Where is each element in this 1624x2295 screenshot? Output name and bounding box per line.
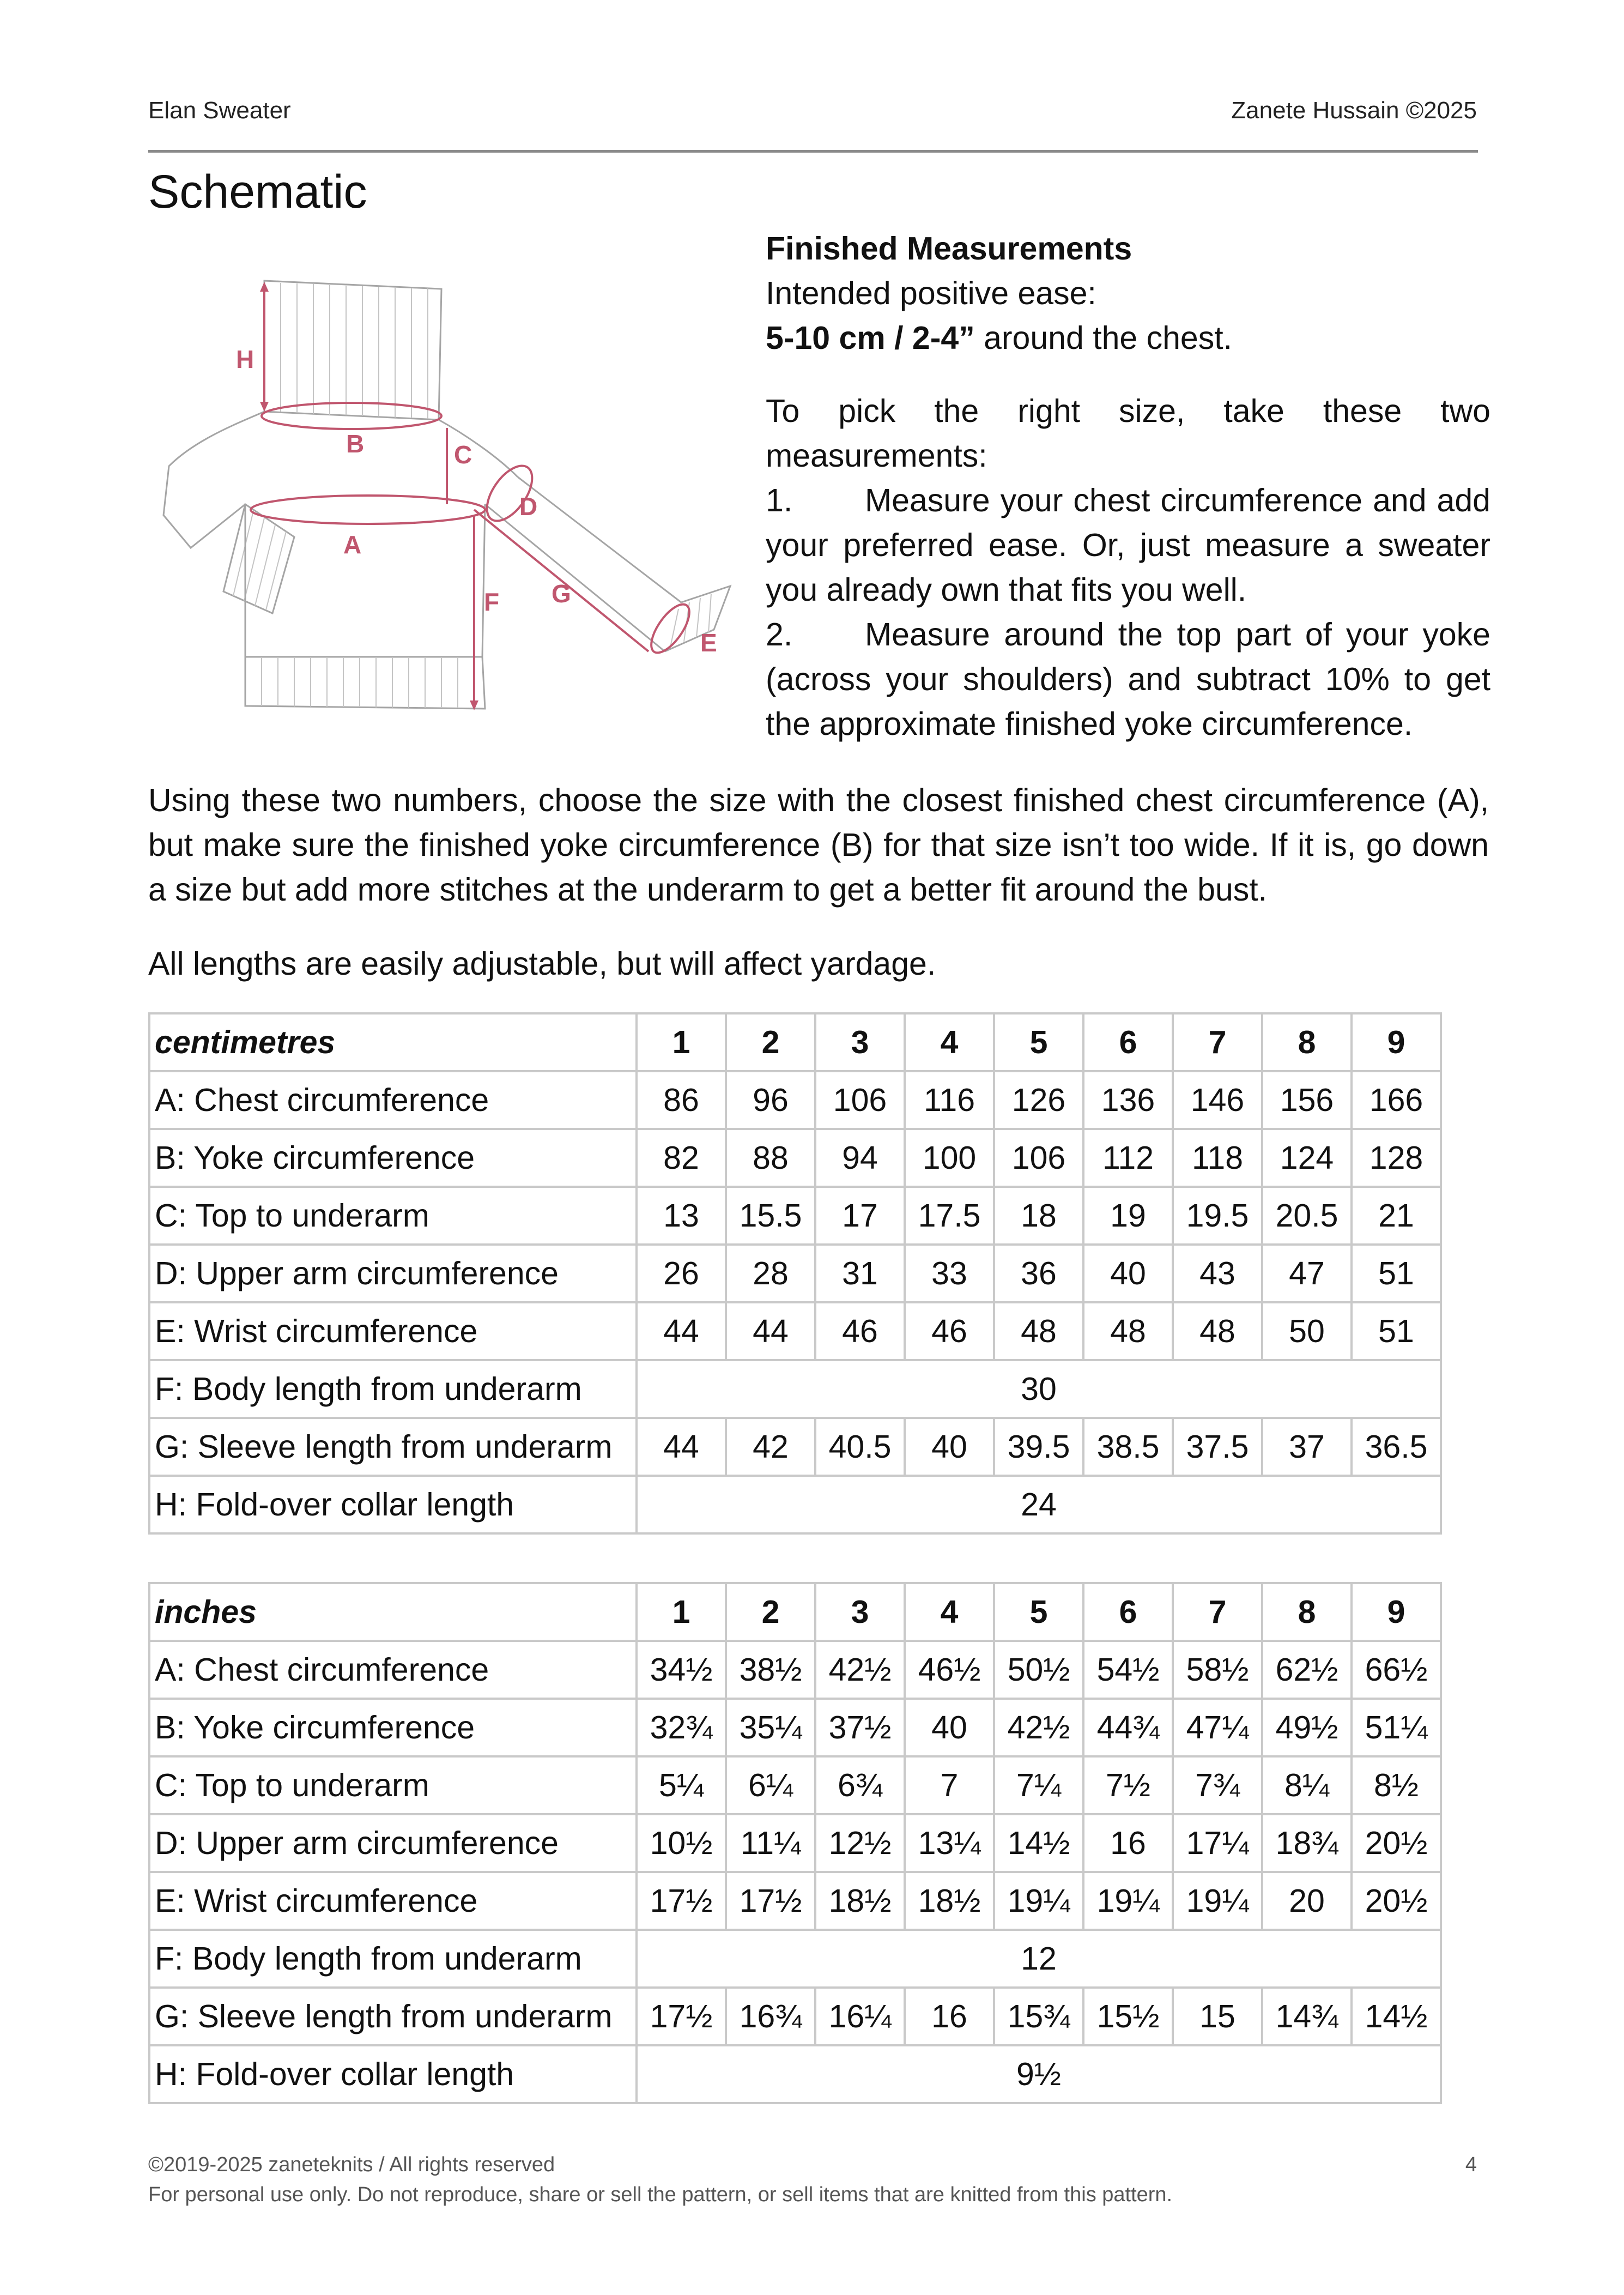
value-cell: 43: [1173, 1245, 1262, 1302]
value-cell: 44: [726, 1302, 815, 1360]
value-cell: 47: [1262, 1245, 1352, 1302]
row-label-cell: A: Chest circumference: [149, 1071, 637, 1129]
value-cell: 18½: [905, 1872, 994, 1930]
value-cell: 106: [994, 1129, 1083, 1187]
value-cell: 16¾: [726, 1988, 815, 2045]
size-header-cell: 2: [726, 1013, 815, 1071]
table-row: [149, 1302, 1441, 1360]
value-cell: 26: [637, 1245, 726, 1302]
table-row: [149, 1699, 1441, 1756]
value-cell: 42½: [815, 1641, 905, 1699]
value-cell: 35¼: [726, 1699, 815, 1756]
size-header-cell: 6: [1083, 1013, 1173, 1071]
schematic-label-b: B: [346, 430, 365, 458]
value-cell: 38.5: [1083, 1418, 1173, 1476]
size-header-cell: 5: [994, 1583, 1083, 1641]
ease-line: Intended positive ease:: [766, 275, 1096, 311]
value-cell: 82: [637, 1129, 726, 1187]
value-cell: 28: [726, 1245, 815, 1302]
value-cell: 124: [1262, 1129, 1352, 1187]
step-2-number: 2.: [766, 617, 793, 653]
value-cell: 19: [1083, 1187, 1173, 1245]
measure-ellipse-a: [251, 496, 485, 524]
value-cell: 48: [1173, 1302, 1262, 1360]
measure-step-2: [766, 612, 1490, 746]
table-row: [149, 1129, 1441, 1187]
size-header-cell: 3: [815, 1583, 905, 1641]
value-cell: 15.5: [726, 1187, 815, 1245]
value-cell: 18½: [815, 1872, 905, 1930]
value-cell: 46: [905, 1302, 994, 1360]
row-label-cell: F: Body length from underarm: [149, 1930, 637, 1988]
value-cell: 58½: [1173, 1641, 1262, 1699]
value-cell: 5¼: [637, 1756, 726, 1814]
right-shoulder-outline: [439, 420, 518, 477]
schematic-label-a: A: [343, 530, 362, 559]
table-row: [149, 1360, 1441, 1418]
step-1-text: Measure your chest circumference and add your preferred ease. Or, just measure a sweater you already own that fits you well.: [766, 482, 1490, 608]
value-cell: 46: [815, 1302, 905, 1360]
value-cell: 21: [1352, 1187, 1441, 1245]
size-header-cell: 1: [637, 1583, 726, 1641]
size-header-cell: 8: [1262, 1583, 1352, 1641]
value-cell: 8½: [1352, 1756, 1441, 1814]
schematic-label-d: D: [519, 492, 538, 521]
value-cell: 50: [1262, 1302, 1352, 1360]
row-label-cell: D: Upper arm circumference: [149, 1814, 637, 1872]
row-label-cell: E: Wrist circumference: [149, 1302, 637, 1360]
table-row: [149, 1814, 1441, 1872]
value-cell: 33: [905, 1245, 994, 1302]
value-cell: 51: [1352, 1302, 1441, 1360]
schematic-label-g: G: [552, 579, 571, 608]
size-header-cell: 9: [1352, 1013, 1441, 1071]
value-cell: 48: [994, 1302, 1083, 1360]
value-cell: 18: [994, 1187, 1083, 1245]
value-cell: 47¼: [1173, 1699, 1262, 1756]
value-cell: 40: [1083, 1245, 1173, 1302]
value-cell: 16: [905, 1988, 994, 2045]
size-header-cell: 6: [1083, 1583, 1173, 1641]
value-cell: 19¼: [1173, 1872, 1262, 1930]
size-header-cell: 7: [1173, 1013, 1262, 1071]
value-cell: 106: [815, 1071, 905, 1129]
value-cell: 16: [1083, 1814, 1173, 1872]
value-cell: 54½: [1083, 1641, 1173, 1699]
measurement-lines: [251, 282, 696, 710]
merged-value-cell: 30: [637, 1360, 1441, 1418]
value-cell: 37.5: [1173, 1418, 1262, 1476]
value-cell: 128: [1352, 1129, 1441, 1187]
value-cell: 16¼: [815, 1988, 905, 2045]
value-cell: 6¼: [726, 1756, 815, 1814]
collar-outline: [264, 281, 441, 420]
value-cell: 166: [1352, 1071, 1441, 1129]
measurements-table-inches: [148, 1582, 1442, 2104]
value-cell: 86: [637, 1071, 726, 1129]
value-cell: 17½: [726, 1872, 815, 1930]
merged-value-cell: 12: [637, 1930, 1441, 1988]
value-cell: 17¼: [1173, 1814, 1262, 1872]
row-label-cell: C: Top to underarm: [149, 1187, 637, 1245]
value-cell: 11¼: [726, 1814, 815, 1872]
value-cell: 156: [1262, 1071, 1352, 1129]
row-label-cell: F: Body length from underarm: [149, 1360, 637, 1418]
row-label-cell: B: Yoke circumference: [149, 1129, 637, 1187]
value-cell: 40: [905, 1418, 994, 1476]
collar-ribbing: [281, 283, 428, 419]
sweater-schematic: [158, 275, 736, 728]
value-cell: 37½: [815, 1699, 905, 1756]
table-row: [149, 1418, 1441, 1476]
table-row: [149, 1641, 1441, 1699]
value-cell: 7¾: [1173, 1756, 1262, 1814]
value-cell: 100: [905, 1129, 994, 1187]
value-cell: 126: [994, 1071, 1083, 1129]
value-cell: 10½: [637, 1814, 726, 1872]
row-label-cell: H: Fold-over collar length: [149, 2045, 637, 2103]
row-label-cell: D: Upper arm circumference: [149, 1245, 637, 1302]
value-cell: 12½: [815, 1814, 905, 1872]
value-cell: 136: [1083, 1071, 1173, 1129]
value-cell: 17.5: [905, 1187, 994, 1245]
value-cell: 94: [815, 1129, 905, 1187]
value-cell: 146: [1173, 1071, 1262, 1129]
unit-header-cell: centimetres: [149, 1013, 637, 1071]
measure-intro: To pick the right size, take these two measurements:: [766, 393, 1490, 474]
step-1-number: 1.: [766, 482, 793, 518]
value-cell: 14¾: [1262, 1988, 1352, 2045]
row-label-cell: E: Wrist circumference: [149, 1872, 637, 1930]
merged-value-cell: 9½: [637, 2045, 1441, 2103]
value-cell: 6¾: [815, 1756, 905, 1814]
value-cell: 14½: [1352, 1988, 1441, 2045]
size-header-cell: 9: [1352, 1583, 1441, 1641]
value-cell: 46½: [905, 1641, 994, 1699]
header-divider: [148, 150, 1478, 153]
size-header-cell: 2: [726, 1583, 815, 1641]
ease-value: 5-10 cm / 2-4”: [766, 320, 975, 356]
ease-suffix: around the chest.: [974, 320, 1233, 356]
page-title: Schematic: [148, 166, 367, 218]
lengths-note: All lengths are easily adjustable, but will affect yardage.: [148, 946, 936, 982]
size-header-cell: 1: [637, 1013, 726, 1071]
size-choice-paragraph: Using these two numbers, choose the size with the closest finished chest circumference (A), but make sure the finished yoke circumference (B) for that size isn’t too wide. If it is, go down a size but add more stitches at the underarm to get a better fit around the bust.: [148, 782, 1489, 908]
measurements-table-cm: [148, 1012, 1442, 1535]
footer-notice: For personal use only. Do not reproduce, share or sell the pattern, or sell items that are knitted from this pattern.: [148, 2183, 1173, 2206]
value-cell: 49½: [1262, 1699, 1352, 1756]
row-label-cell: G: Sleeve length from underarm: [149, 1988, 637, 2045]
step-2-text: Measure around the top part of your yoke (across your shoulders) and subtract 10% to get the approximate finished yoke circumference.: [766, 617, 1490, 742]
value-cell: 96: [726, 1071, 815, 1129]
value-cell: 7½: [1083, 1756, 1173, 1814]
value-cell: 20: [1262, 1872, 1352, 1930]
value-cell: 20½: [1352, 1872, 1441, 1930]
schematic-label-f: F: [484, 588, 500, 616]
header-pattern-name: Elan Sweater: [148, 97, 291, 124]
value-cell: 48: [1083, 1302, 1173, 1360]
table-header-row: [149, 1583, 1441, 1641]
value-cell: 34½: [637, 1641, 726, 1699]
table-row: [149, 1930, 1441, 1988]
value-cell: 15: [1173, 1988, 1262, 2045]
row-label-cell: H: Fold-over collar length: [149, 1476, 637, 1533]
size-header-cell: 5: [994, 1013, 1083, 1071]
value-cell: 18¾: [1262, 1814, 1352, 1872]
size-header-cell: 4: [905, 1013, 994, 1071]
size-header-cell: 3: [815, 1013, 905, 1071]
value-cell: 13: [637, 1187, 726, 1245]
value-cell: 118: [1173, 1129, 1262, 1187]
page-number: 4: [1465, 2153, 1477, 2176]
table-row: [149, 1476, 1441, 1533]
ease-value-line: [766, 316, 1490, 360]
table-header-row: [149, 1013, 1441, 1071]
value-cell: 116: [905, 1071, 994, 1129]
value-cell: 36.5: [1352, 1418, 1441, 1476]
right-sleeve-upper: [518, 477, 681, 602]
unit-header-cell: inches: [149, 1583, 637, 1641]
finished-measurements-block: [766, 226, 1490, 746]
value-cell: 8¼: [1262, 1756, 1352, 1814]
measure-step-1: [766, 478, 1490, 612]
value-cell: 19.5: [1173, 1187, 1262, 1245]
row-label-cell: B: Yoke circumference: [149, 1699, 637, 1756]
schematic-label-e: E: [700, 629, 717, 657]
value-cell: 20.5: [1262, 1187, 1352, 1245]
merged-value-cell: 24: [637, 1476, 1441, 1533]
value-cell: 37: [1262, 1418, 1352, 1476]
table-row: [149, 2045, 1441, 2103]
size-header-cell: 7: [1173, 1583, 1262, 1641]
table-row: [149, 1988, 1441, 2045]
value-cell: 40: [905, 1699, 994, 1756]
table-row: [149, 1756, 1441, 1814]
value-cell: 7: [905, 1756, 994, 1814]
value-cell: 36: [994, 1245, 1083, 1302]
value-cell: 51¼: [1352, 1699, 1441, 1756]
value-cell: 50½: [994, 1641, 1083, 1699]
value-cell: 31: [815, 1245, 905, 1302]
value-cell: 15¾: [994, 1988, 1083, 2045]
table-row: [149, 1872, 1441, 1930]
value-cell: 39.5: [994, 1418, 1083, 1476]
value-cell: 17½: [637, 1988, 726, 2045]
value-cell: 15½: [1083, 1988, 1173, 2045]
value-cell: 66½: [1352, 1641, 1441, 1699]
row-label-cell: A: Chest circumference: [149, 1641, 637, 1699]
value-cell: 112: [1083, 1129, 1173, 1187]
hem-outline: [245, 657, 485, 709]
footer-copyright: ©2019-2025 zaneteknits / All rights reserved: [148, 2153, 555, 2176]
value-cell: 38½: [726, 1641, 815, 1699]
value-cell: 44: [637, 1302, 726, 1360]
row-label-cell: G: Sleeve length from underarm: [149, 1418, 637, 1476]
row-label-cell: C: Top to underarm: [149, 1756, 637, 1814]
value-cell: 13¼: [905, 1814, 994, 1872]
table-row: [149, 1245, 1441, 1302]
value-cell: 17½: [637, 1872, 726, 1930]
schematic-labels: [236, 345, 717, 657]
value-cell: 88: [726, 1129, 815, 1187]
value-cell: 42: [726, 1418, 815, 1476]
header-designer: Zanete Hussain ©2025: [1231, 97, 1477, 124]
hem-ribbing: [262, 658, 474, 709]
value-cell: 7¼: [994, 1756, 1083, 1814]
value-cell: 44: [637, 1418, 726, 1476]
value-cell: 19¼: [1083, 1872, 1173, 1930]
value-cell: 44¾: [1083, 1699, 1173, 1756]
size-header-cell: 4: [905, 1583, 994, 1641]
value-cell: 51: [1352, 1245, 1441, 1302]
table-row: [149, 1187, 1441, 1245]
value-cell: 19¼: [994, 1872, 1083, 1930]
value-cell: 40.5: [815, 1418, 905, 1476]
finished-measurements-heading: Finished Measurements: [766, 231, 1132, 267]
value-cell: 17: [815, 1187, 905, 1245]
table-row: [149, 1071, 1441, 1129]
value-cell: 14½: [994, 1814, 1083, 1872]
value-cell: 62½: [1262, 1641, 1352, 1699]
value-cell: 32¾: [637, 1699, 726, 1756]
schematic-label-c: C: [454, 440, 472, 469]
schematic-label-h: H: [236, 345, 254, 373]
right-sleeve-lower: [485, 504, 665, 651]
value-cell: 20½: [1352, 1814, 1441, 1872]
size-header-cell: 8: [1262, 1013, 1352, 1071]
value-cell: 42½: [994, 1699, 1083, 1756]
